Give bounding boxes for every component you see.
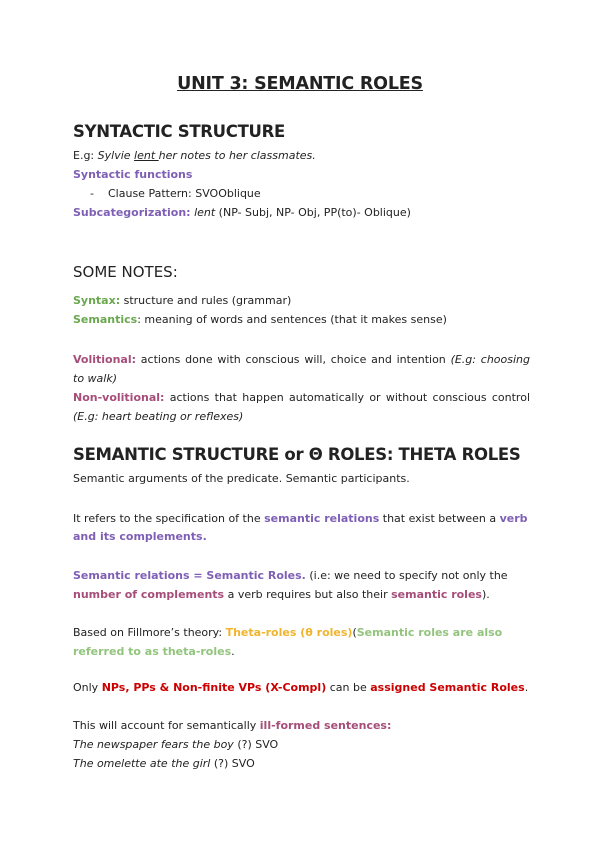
clause-pattern: Clause Pattern: SVOOblique <box>108 187 261 200</box>
semantic-p1: Semantic arguments of the predicate. Semantic participants. <box>73 472 410 485</box>
heading-some-notes: SOME NOTES: <box>73 263 178 281</box>
heading-semantic-structure: SEMANTIC STRUCTURE or Θ ROLES: THETA ROLES <box>73 445 521 464</box>
semantic-p5: Only NPs, PPs & Non-finite VPs (X-Compl) can be assigned Semantic Roles. <box>73 681 529 694</box>
note-semantics: Semantics: meaning of words and sentences (that it makes sense) <box>73 313 447 326</box>
note-volitional: Volitional: actions done with conscious will, choice and intention (E.g: choosing to walk) <box>73 353 530 385</box>
syntactic-functions-label: Syntactic functions <box>73 168 193 181</box>
example-sentence-1: The newspaper fears the boy (?) SVO <box>73 738 279 751</box>
semantic-p4: Based on Fillmore’s theory: Theta-roles (θ roles)(Semantic roles are also referred to as theta-roles. <box>73 626 503 658</box>
note-non-volitional: Non-volitional: actions that happen automatically or without conscious control (E.g: heart beating or reflexes) <box>73 391 530 423</box>
page-title: UNIT 3: SEMANTIC ROLES <box>177 74 423 94</box>
semantic-p3: Semantic relations = Semantic Roles. (i.e: we need to specify not only the number of complements a verb requires but also their semantic roles). <box>73 569 508 601</box>
example-sentence-2: The omelette ate the girl (?) SVO <box>73 757 255 770</box>
syntactic-example: E.g: Sylvie lent her notes to her classmates. <box>73 149 316 162</box>
bullet-marker: - <box>90 187 94 200</box>
subcategorization: Subcategorization: lent (NP- Subj, NP- Obj, PP(to)- Oblique) <box>73 206 411 219</box>
semantic-p6: This will account for semantically ill-formed sentences: <box>73 719 392 732</box>
semantic-p2: It refers to the specification of the semantic relations that exist between a verb and its complements. <box>73 512 528 543</box>
heading-syntactic-structure: SYNTACTIC STRUCTURE <box>73 122 286 141</box>
note-syntax: Syntax: structure and rules (grammar) <box>73 294 292 307</box>
